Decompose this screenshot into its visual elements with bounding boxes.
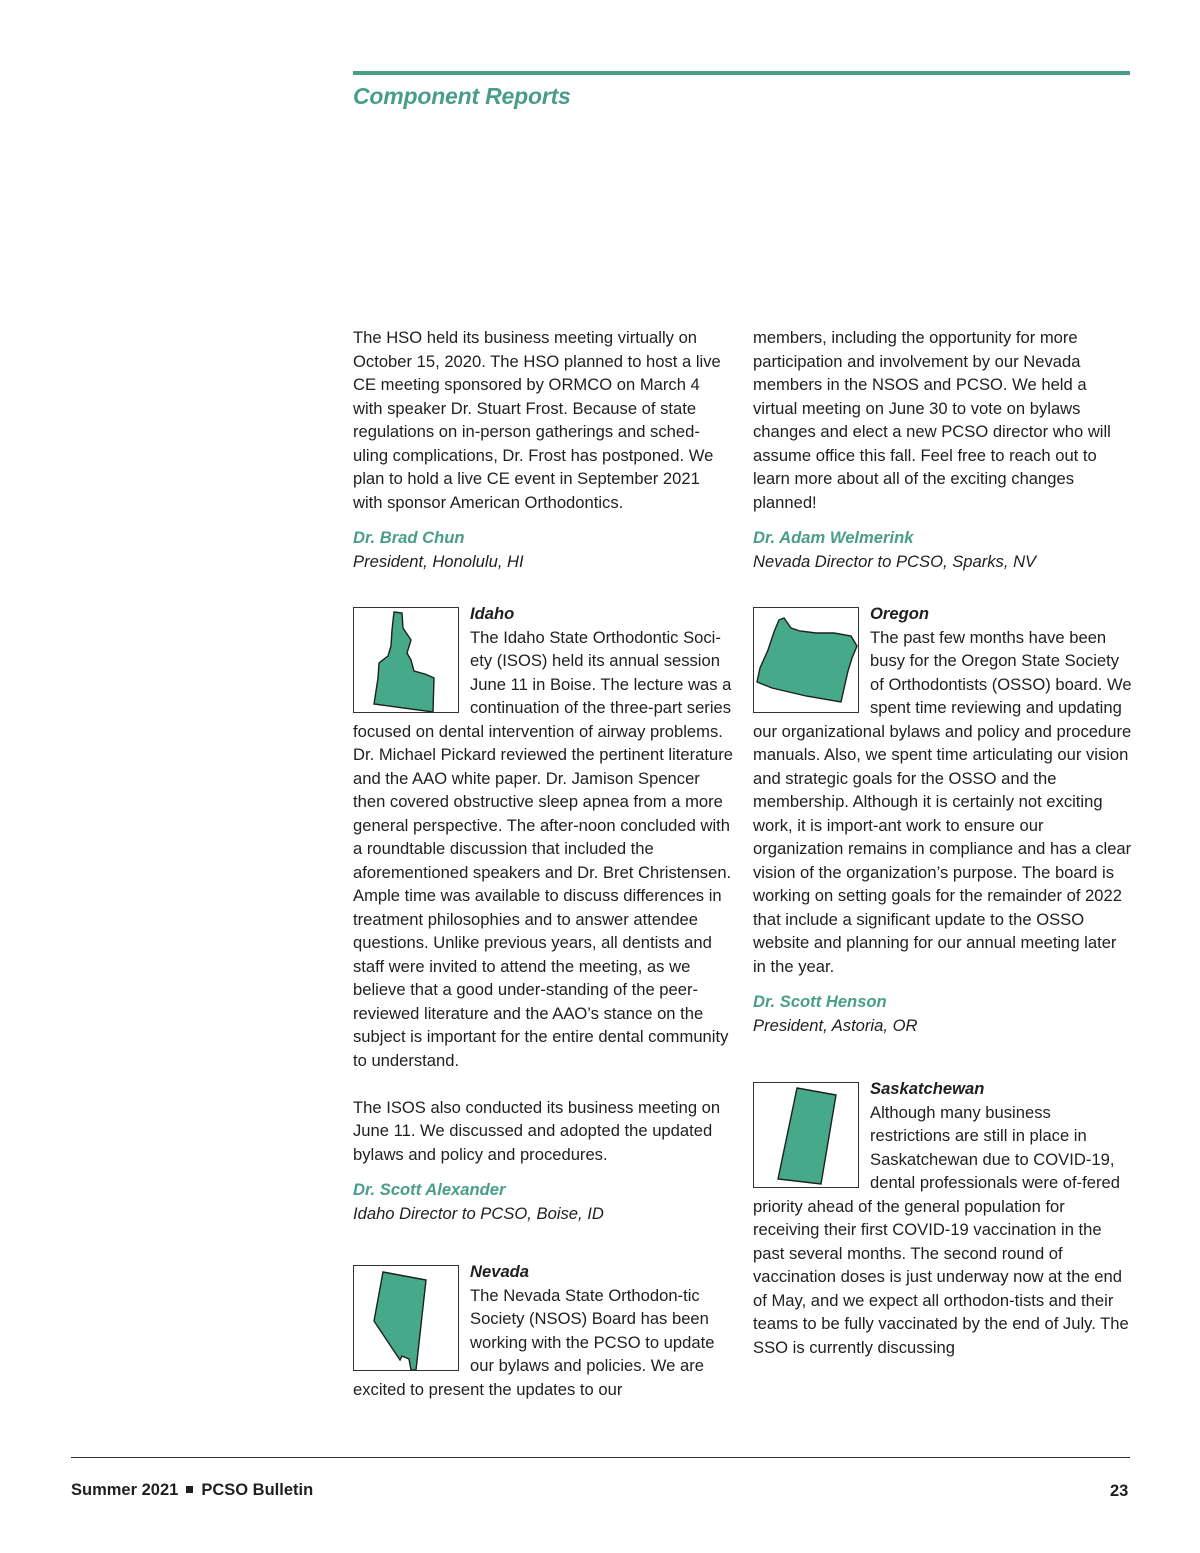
nevada-signature-name: Dr. Adam Welmerink — [753, 528, 914, 547]
idaho-body-2: The ISOS also conducted its business meeting on June 11. We discussed and adopted the updated bylaws and policy and procedures. — [353, 1097, 721, 1164]
saskatchewan-body: Although many business restrictions are still in place in Saskatchewan due to COVID-19, dental professionals were of-fered priority ahead of the general population for receiving their first COVID-19 vaccination in the past several months. The second round of vaccination doses is just underway now at the end of May, and we expect all orthodon-tists and their teams to be fully vaccinated by the end of July. The SSO is currently discussing — [753, 1102, 1129, 1357]
nevada-signature — [753, 526, 1133, 573]
oregon-heading: Oregon — [870, 604, 930, 623]
hawaii-signature — [353, 526, 733, 573]
nevada-shape — [374, 1272, 426, 1370]
hawaii-signature-title: President, Honolulu, HI — [353, 551, 524, 571]
oregon-report — [753, 602, 1133, 1037]
oregon-signature-title: President, Astoria, OR — [753, 1015, 918, 1035]
oregon-shape — [757, 618, 857, 702]
nevada-signature-title: Nevada Director to PCSO, Sparks, NV — [753, 551, 1037, 571]
idaho-shape — [374, 612, 434, 712]
hawaii-body: The HSO held its business meeting virtually on October 15, 2020. The HSO planned to host a live CE meeting sponsored by ORMCO on March 4 with speaker Dr. Stuart Frost. Because of state regulations on in-person gatherings and sched-uling complications, Dr. Frost has postponed. We plan to hold a live CE event in September 2021 with sponsor American Orthodontics. — [353, 328, 721, 512]
hawaii-signature-name: Dr. Brad Chun — [353, 528, 465, 547]
footer-rule — [71, 1457, 1130, 1458]
oregon-body: The past few months have been busy for the Oregon State Society of Orthodontists (OSSO) board. We spent time reviewing and updating our organizational bylaws and policy and procedure manuals. Also, we spent time articulating our vision and strategic goals for the OSSO and the membership. Although it is certainly not exciting work, it is import-ant work to ensure our organization remains in compliance and has a clear vision of the organization’s purpose. The board is working on setting goals for the remainder of 2022 that include a significant update to the OSSO website and planning for our annual meeting later in the year. — [753, 627, 1132, 976]
nevada-report — [353, 1260, 733, 1401]
idaho-heading: Idaho — [470, 604, 515, 623]
nevada-heading: Nevada — [470, 1262, 530, 1281]
idaho-report — [353, 602, 733, 1225]
saskatchewan-map-icon — [753, 1082, 859, 1188]
idaho-signature-name: Dr. Scott Alexander — [353, 1180, 506, 1199]
idaho-signature — [353, 1178, 733, 1225]
idaho-signature-title: Idaho Director to PCSO, Boise, ID — [353, 1203, 604, 1223]
page-number: 23 — [1110, 1482, 1129, 1500]
nevada-body-continued: members, including the opportunity for more participation and involvement by our Nevada members in the NSOS and PCSO. We held a virtual meeting on June 30 to vote on bylaws changes and elect a new PCSO director who will assume office this fall. Feel free to reach out to learn more about all of the exciting changes planned! — [753, 328, 1111, 512]
saskatchewan-heading: Saskatchewan — [870, 1079, 985, 1098]
idaho-body: The Idaho State Orthodontic Soci-ety (ISOS) held its annual session June 11 in Boise. The lecture was a continuation of the three-part series focused on dental intervention of airway problems. Dr. Michael Pickard reviewed the pertinent literature and the AAO white paper. Dr. Jamison Spencer then covered obstructive sleep apnea from a more general perspective. The after-noon concluded with a roundtable discussion that included the aforementioned speakers and Dr. Bret Christensen. Ample time was available to discuss differences in treatment philosophies and to answer attendee questions. Unlike previous years, all dentists and staff were invited to attend the meeting, as we believe that a good under-standing of the peer-reviewed literature and the AAO’s stance on the subject is important for the entire dental community to understand. — [353, 627, 733, 1070]
square-bullet-icon — [186, 1486, 193, 1493]
nevada-report-continued — [753, 326, 1133, 573]
footer-publication: PCSO Bulletin — [201, 1481, 314, 1499]
nevada-body: The Nevada State Orthodon-tic Society (NSOS) Board has been working with the PCSO to update our bylaws and policies. We are excited to present the updates to our — [353, 1285, 715, 1399]
left-column — [353, 326, 733, 1401]
idaho-map-icon — [353, 607, 459, 713]
footer-issue: Summer 2021 — [71, 1481, 179, 1499]
saskatchewan-report — [753, 1077, 1133, 1359]
section-title: Component Reports — [353, 83, 571, 109]
right-column — [753, 326, 1133, 1359]
oregon-map-icon — [753, 607, 859, 713]
oregon-signature — [753, 990, 1133, 1037]
nevada-map-icon — [353, 1265, 459, 1371]
saskatchewan-shape — [778, 1088, 836, 1184]
hawaii-report — [353, 326, 733, 573]
header-rule — [353, 71, 1130, 75]
oregon-signature-name: Dr. Scott Henson — [753, 992, 887, 1011]
footer-issue-info — [71, 1481, 313, 1500]
